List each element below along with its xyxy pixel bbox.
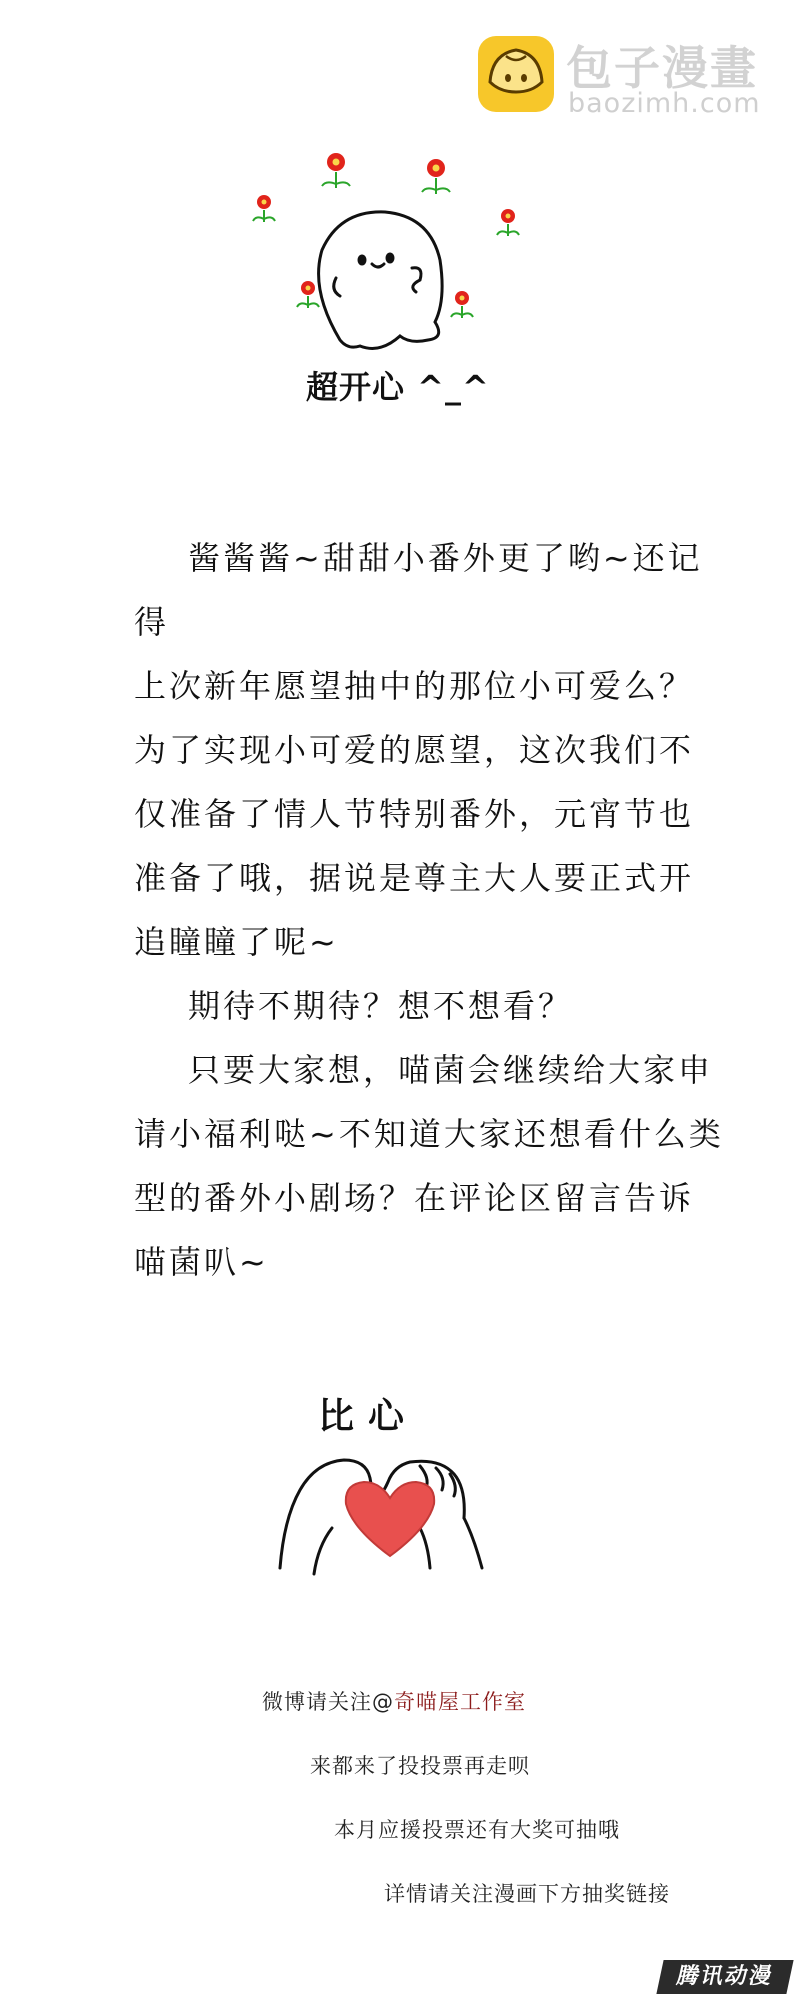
weibo-account-link[interactable]: 奇喵屋工作室 bbox=[394, 1690, 526, 1714]
paragraph-line: 喵菌叭~ bbox=[134, 1243, 269, 1281]
weibo-follow-line bbox=[262, 1686, 526, 1716]
paragraph-line: 只要大家想，喵菌会继续给大家申 bbox=[188, 1051, 714, 1089]
blob-character-icon bbox=[319, 212, 443, 349]
happy-mascot-illustration bbox=[240, 140, 530, 380]
tencent-comic-logo: 腾讯动漫 bbox=[656, 1960, 793, 1994]
paragraph-line: 请小福利哒~不知道大家还想看什么类 bbox=[134, 1115, 724, 1153]
flower-icon bbox=[253, 153, 519, 318]
paragraph-line: 上次新年愿望抽中的那位小可爱么？ bbox=[134, 667, 695, 705]
paragraph-line: 型的番外小剧场？在评论区留言告诉 bbox=[134, 1179, 695, 1217]
prize-info-line: 本月应援投票还有大奖可抽哦 bbox=[334, 1818, 620, 1842]
lottery-link-line: 详情请关注漫画下方抽奖链接 bbox=[384, 1882, 670, 1906]
top-sticker-caption: 超开心 ^_^ bbox=[306, 368, 490, 406]
watermark-site-name: 包子漫畫 bbox=[566, 41, 758, 95]
paragraph-line: 追瞳瞳了呢~ bbox=[134, 923, 339, 961]
bun-logo-icon bbox=[476, 34, 556, 114]
paragraph-line: 仅准备了情人节特别番外，元宵节也 bbox=[134, 795, 695, 833]
heart-icon bbox=[346, 1482, 434, 1556]
paragraph-line: 酱酱酱~甜甜小番外更了哟~还记得 bbox=[134, 539, 703, 641]
baozimh-watermark bbox=[476, 28, 776, 118]
watermark-domain: baozimh.com bbox=[568, 88, 761, 119]
paragraph-line: 期待不期待？想不想看？ bbox=[188, 987, 574, 1025]
vote-reminder-line: 来都来了投投票再走呗 bbox=[310, 1754, 530, 1778]
weibo-prefix: 微博请关注@ bbox=[262, 1690, 394, 1714]
paragraph-line: 准备了哦，据说是尊主大人要正式开 bbox=[134, 859, 695, 897]
announcement-text bbox=[134, 526, 734, 1294]
heart-sticker-caption: 比心 bbox=[318, 1396, 419, 1437]
paragraph-line: 为了实现小可爱的愿望，这次我们不 bbox=[134, 731, 695, 769]
